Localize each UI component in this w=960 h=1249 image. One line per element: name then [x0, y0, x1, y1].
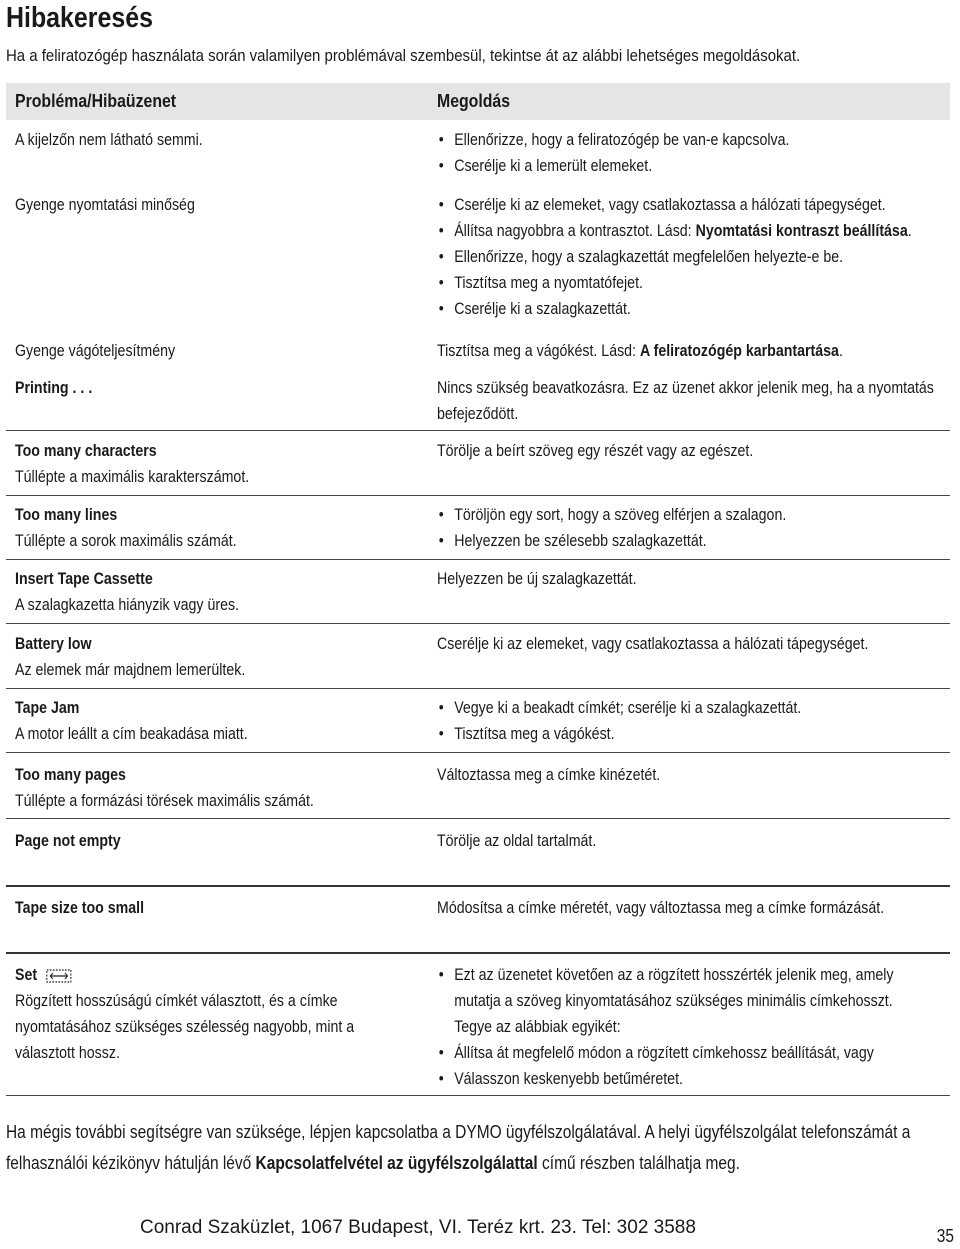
problem-title: Too many lines	[15, 506, 118, 524]
solution-item: • Ellenőrizze, hogy a feliratozógép be van-e kapcsolva.	[437, 127, 884, 153]
problem-text: Túllépte a sorok maximális számát.	[15, 532, 237, 550]
problem-text: Túllépte a maximális karakterszámot.	[15, 468, 250, 486]
table-header	[6, 83, 950, 120]
problem-text: A motor leállt a cím beakadása miatt.	[15, 725, 248, 743]
support-reference: Kapcsolatfelvétel az ügyfélszolgálattal	[255, 1153, 538, 1173]
table-row	[6, 438, 950, 496]
table-row	[6, 828, 950, 887]
fixed-length-icon	[46, 969, 72, 983]
solution-item-continuation: Tegye az alábbiak egyikét:	[454, 1018, 621, 1036]
solution-item: • Állítsa nagyobbra a kontrasztot. Lásd: Nyomtatási kontraszt beállítása.	[437, 218, 884, 244]
solution-text: Törölje az oldal tartalmát.	[437, 832, 597, 850]
problem-text: Túllépte a formázási törések maximális számát.	[15, 792, 314, 810]
problem-title: Too many pages	[15, 766, 126, 784]
problem-text: A szalagkazetta hiányzik vagy üres.	[15, 596, 240, 614]
solution-item: • Helyezzen be szélesebb szalagkazettát.	[437, 528, 884, 554]
problem-text: Gyenge vágóteljesítmény	[15, 342, 176, 360]
maintenance-reference: A feliratozógép karbantartása	[639, 342, 839, 360]
table-row	[6, 566, 950, 624]
solution-item: • Tisztítsa meg a nyomtatófejet.	[437, 270, 884, 296]
solution-item: • Tisztítsa meg a vágókést.	[437, 721, 884, 747]
column-header-solution: Megoldás	[437, 91, 511, 111]
solution-item: • Ezt az üzenetet követően az a rögzített hosszérték jelenik meg, amely	[437, 962, 884, 988]
solution-text: Módosítsa a címke méretét, vagy változtassa meg a címke formázását.	[437, 899, 885, 917]
solution-item: • Cserélje ki az elemeket, vagy csatlakoztassa a hálózati tápegységet.	[437, 192, 884, 218]
problem-title: Battery low	[15, 635, 92, 653]
page-title: Hibakeresés	[6, 2, 153, 34]
column-header-problem: Probléma/Hibaüzenet	[15, 91, 177, 111]
solution-item: • Töröljön egy sort, hogy a szöveg elférjen a szalagon.	[437, 502, 884, 528]
solution-item: • Állítsa át megfelelő módon a rögzített címkehossz beállítását, vagy	[437, 1040, 884, 1066]
solution-text: befejeződött.	[437, 405, 519, 423]
table-row	[6, 502, 950, 560]
problem-text: Rögzített hosszúságú címkét választott, és a címke	[15, 992, 338, 1010]
table-row	[6, 695, 950, 753]
solution-item: • Vegye ki a beakadt címkét; cserélje ki a szalagkazettát.	[437, 695, 884, 721]
problem-text: Az elemek már majdnem lemerültek.	[15, 661, 246, 679]
problem-title: Tape Jam	[15, 699, 80, 717]
table-row	[6, 338, 950, 368]
table-row	[6, 127, 950, 187]
help-paragraph: Ha mégis további segítségre van szüksége, lépjen kapcsolatba a DYMO ügyfélszolgálatával. A helyi ügyfélszolgálat telefonszámát a felhasználói kézikönyv hátulján lévő Kapcsolatfelvétel az ügyfélszolgálattal című részben találhatja meg.	[6, 1122, 911, 1173]
problem-text: Gyenge nyomtatási minőség	[15, 196, 195, 214]
problem-text: nyomtatásához szükséges szélesség nagyobb, mint a	[15, 1018, 355, 1036]
table-row	[6, 631, 950, 689]
table-row	[6, 895, 950, 954]
solution-item: • Cserélje ki a szalagkazettát.	[437, 296, 884, 322]
intro-text: Ha a feliratozógép használata során valamilyen problémával szembesül, tekintse át az alábbi lehetséges megoldásokat.	[6, 46, 801, 65]
problem-title: Insert Tape Cassette	[15, 570, 153, 588]
problem-text: választott hossz.	[15, 1044, 120, 1062]
solution-text: Nincs szükség beavatkozásra. Ez az üzenet akkor jelenik meg, ha a nyomtatás	[437, 379, 934, 397]
solution-text: Törölje a beírt szöveg egy részét vagy az egészet.	[437, 442, 754, 460]
problem-text: A kijelzőn nem látható semmi.	[15, 131, 203, 149]
problem-title: Too many characters	[15, 442, 157, 460]
solution-item: • Válasszon keskenyebb betűméretet.	[437, 1066, 884, 1092]
page-number: 35	[936, 1226, 954, 1246]
table-row	[6, 962, 950, 1096]
contrast-reference: Nyomtatási kontraszt beállítása	[695, 222, 908, 240]
problem-title: Printing . . .	[15, 379, 93, 397]
solution-item-continuation: mutatja a szöveg kinyomtatásához szükséges minimális címkehosszt.	[454, 992, 893, 1010]
problem-title: Set	[15, 962, 359, 988]
table-row	[6, 762, 950, 819]
solution-item: • Cserélje ki a lemerült elemeket.	[437, 153, 884, 179]
table-row	[6, 192, 950, 332]
problem-title: Tape size too small	[15, 899, 145, 917]
footer-address: Conrad Szaküzlet, 1067 Budapest, VI. Teréz krt. 23. Tel: 302 3588	[140, 1217, 696, 1238]
solution-text: Cserélje ki az elemeket, vagy csatlakoztassa a hálózati tápegységet.	[437, 635, 869, 653]
problem-title: Page not empty	[15, 832, 121, 850]
table-row	[6, 375, 950, 431]
solution-text: Tisztítsa meg a vágókést. Lásd: A feliratozógép karbantartása.	[437, 342, 843, 360]
solution-text: Helyezzen be új szalagkazettát.	[437, 570, 637, 588]
solution-text: Változtassa meg a címke kinézetét.	[437, 766, 661, 784]
solution-item: • Ellenőrizze, hogy a szalagkazettát megfelelően helyezte-e be.	[437, 244, 884, 270]
